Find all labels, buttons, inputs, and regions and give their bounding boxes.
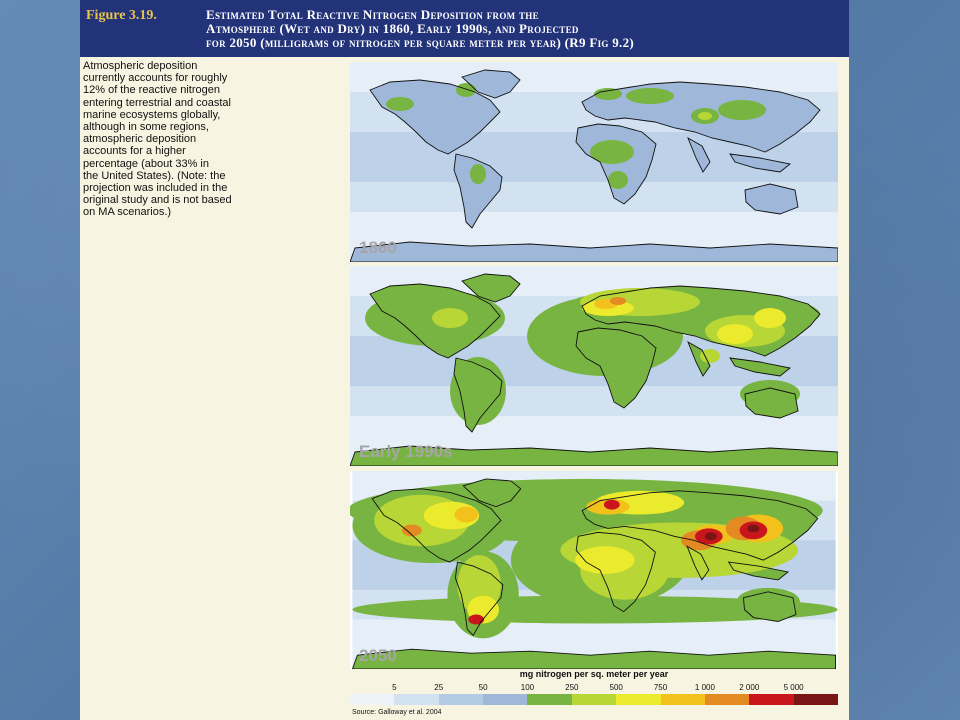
deposition-zone [747,524,759,532]
map-early-1990s [350,266,838,466]
deposition-zone [740,380,800,408]
deposition-zone [604,500,620,510]
legend-swatch [705,694,749,705]
legend-swatch [616,694,660,705]
deposition-zone [450,357,506,425]
deposition-zone [608,171,628,189]
deposition-zone [468,615,484,625]
map-label-1860: 1860 [359,238,397,257]
legend-swatch [749,694,793,705]
map-label-early-1990s: Early 1990s [359,442,453,461]
legend-swatch [350,694,394,705]
deposition-zone [698,112,712,120]
deposition-zone [454,507,478,523]
deposition-zone [626,88,674,104]
deposition-zone [386,97,414,111]
legend-title: mg nitrogen per sq. meter per year [519,669,669,679]
legend-tick-label: 500 [609,683,623,692]
legend-tick-label: 750 [653,683,668,692]
map-2050 [350,471,838,669]
deposition-zone [594,88,622,100]
legend-tick-label: 100 [520,683,535,692]
deposition-zone [718,100,766,120]
legend-tick-label: 1 000 [694,683,715,692]
slide [80,0,849,720]
deposition-zone [610,297,626,305]
map-1860 [350,62,838,262]
deposition-zone [470,164,486,184]
legend-tick-label: 5 000 [783,683,804,692]
map-early-1990s-graphic [350,266,838,466]
legend-swatch [527,694,571,705]
legend-tick-label: 250 [565,683,579,692]
deposition-zone [456,83,476,97]
figure-title: Estimated Total Reactive Nitrogen Deposition from the Atmosphere (Wet and Dry) in 1860, Early 1990s, and Projected for 2050 (milligrams of nitrogen per square meter per year) (R9 Fig 9.2) [206,7,635,50]
legend-tick-label: 50 [478,683,488,692]
legend-tick-label: 5 [392,683,397,692]
legend-swatch [572,694,616,705]
deposition-zone [717,324,753,344]
source-note: Source: Galloway et al. 2004 [352,709,442,716]
legend-swatch [661,694,705,705]
legend-tick-label: 25 [434,683,444,692]
figure-banner [80,0,849,57]
deposition-zone [754,308,786,328]
legend-swatch [394,694,438,705]
deposition-zone [432,308,468,328]
legend-tick-label: 2 000 [739,683,760,692]
figure-number: Figure 3.19. [86,8,157,23]
map-1860-graphic [350,62,838,262]
deposition-zone [705,532,717,540]
figure-caption: Atmospheric deposition currently accounts for roughly 12% of the reactive nitrogen entering terrestrial and coastal marine ecosystems globally, although in some regions, atmospheric deposition accounts for a higher percentage (about 33% in the United States). (Note: the projection was included in the original study and is not based on MA scenarios.) [83,60,232,219]
legend-swatch [483,694,527,705]
legend-swatch [439,694,483,705]
legend-color-bar [350,694,838,705]
legend-swatch [794,694,838,705]
map-label-2050: 2050 [359,646,397,665]
map-2050-graphic [350,471,838,669]
